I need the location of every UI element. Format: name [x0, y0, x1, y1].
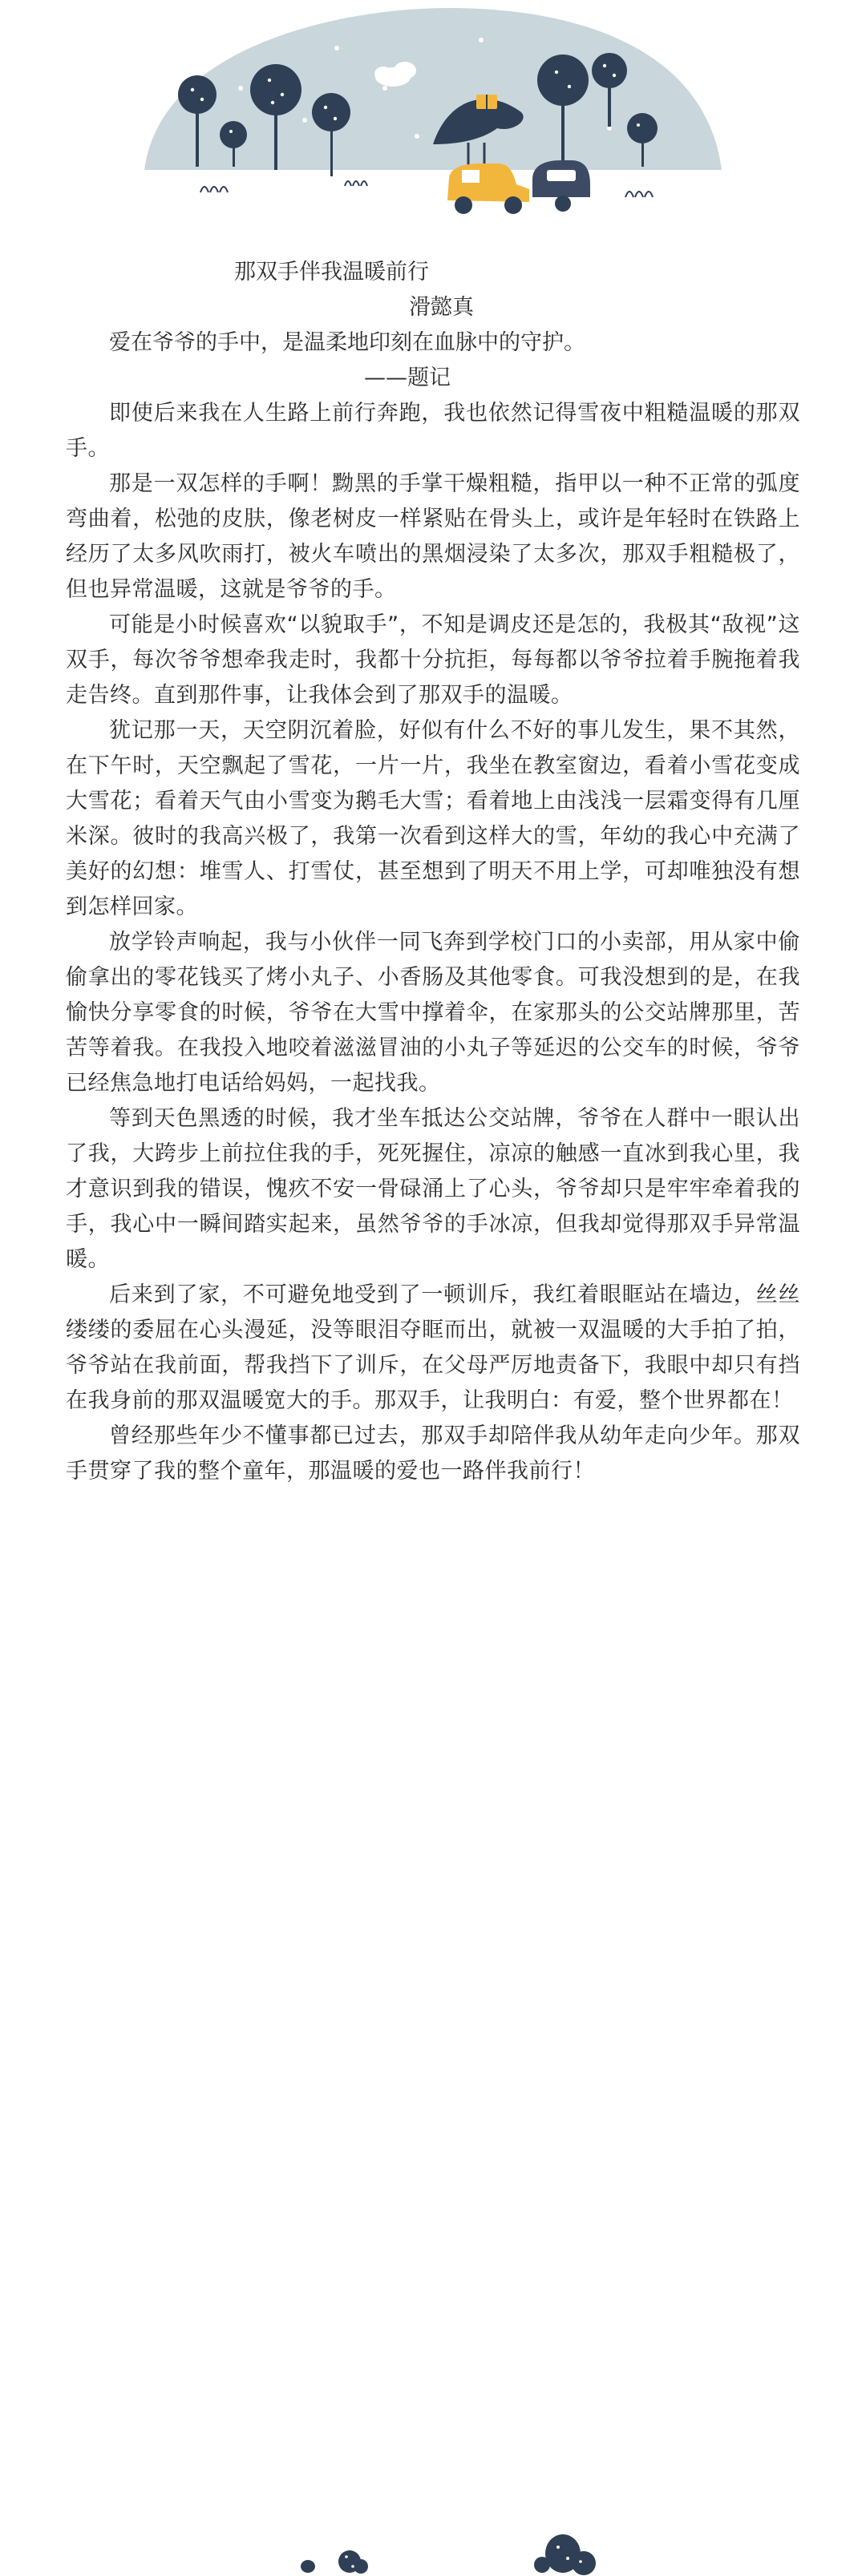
- paragraph: 可能是小时候喜欢“以貌取手”，不知是调皮还是怎的，我极其“敌视”这双手，每次爷爷想牵我走时，我都十分抗拒，每每都以爷爷拉着手腕拖着我走告终。直到那件事，让我体会到了那双手的温暖。: [66, 612, 800, 708]
- paragraph: 曾经那些年少不懂事都已过去，那双手却陪伴我从幼年走向少年。那双手贯穿了我的整个童年，那温暖的爱也一路伴我前行！: [66, 1423, 800, 1484]
- epigraph: 爱在爷爷的手中，是温柔地印刻在血脉中的守护。: [109, 330, 585, 355]
- article-author: 滑懿真: [409, 295, 474, 320]
- paragraph: 放学铃声响起，我与小伙伴一同飞奔到学校门口的小卖部，用从家中偷偷拿出的零花钱买了烤小丸子、小香肠及其他零食。可我没想到的是，在我愉快分享零食的时候，爷爷在大雪中撑着伞，在家那头的公交站牌那里，苦苦等着我。在我投入地咬着滋滋冒油的小丸子等延迟的公交车的时候，爷爷已经焦急地打电话给妈妈，一起找我。: [66, 930, 800, 1096]
- paragraph: 等到天色黑透的时候，我才坐车抵达公交站牌，爷爷在人群中一眼认出了我，大跨步上前拉住我的手，死死握住，凉凉的触感一直冰到我心里，我才意识到我的错误，愧疚不安一骨碌涌上了心头，爷爷却只是牢牢牵着我的手，我心中一瞬间踏实起来，虽然爷爷的手冰凉，但我却觉得那双手异常温暖。: [66, 1106, 800, 1272]
- paragraph: 犹记那一天，天空阴沉着脸，好似有什么不好的事儿发生，果不其然，在下午时，天空飘起了雪花，一片一片，我坐在教室窗边，看着小雪花变成大雪花；看着天气由小雪变为鹅毛大雪；看着地上由浅浅一层霜变得有几厘米深。彼时的我高兴极了，我第一次看到这样大的雪，年幼的我心中充满了美好的幻想：堆雪人、打雪仗，甚至想到了明天不用上学，可却唯独没有想到怎样回家。: [66, 718, 800, 919]
- paragraph: 后来到了家，不可避免地受到了一顿训斥，我红着眼眶站在墙边，丝丝缕缕的委屈在心头漫延，没等眼泪夺眶而出，就被一双温暖的大手拍了拍，爷爷站在我前面，帮我挡下了训斥，在父母严厉地责备下，我眼中却只有挡在我身前的那双温暖宽大的手。那双手，让我明白：有爱，整个世界都在！: [66, 1282, 800, 1413]
- trailer-icon: [532, 160, 590, 212]
- bush-icon: [301, 2534, 596, 2575]
- epigraph-source: ——题记: [364, 365, 451, 390]
- paragraph: 即使后来我在人生路上前行奔跑，我也依然记得雪夜中粗糙温暖的那双手。: [66, 401, 800, 461]
- paragraph: 那是一双怎样的手啊！黝黑的手掌干燥粗糙，指甲以一种不正常的弧度弯曲着，松弛的皮肤，像老树皮一样紧贴在骨头上，或许是年轻时在铁路上经历了太多风吹雨打，被火车喷出的黑烟浸染了太多次，那双手粗糙极了，但也异常温暖，这就是爷爷的手。: [66, 471, 800, 602]
- footer-decoration: [0, 2493, 866, 2576]
- article-title: 那双手伴我温暖前行: [234, 260, 429, 285]
- article: [66, 255, 800, 1489]
- header-illustration: [0, 0, 866, 232]
